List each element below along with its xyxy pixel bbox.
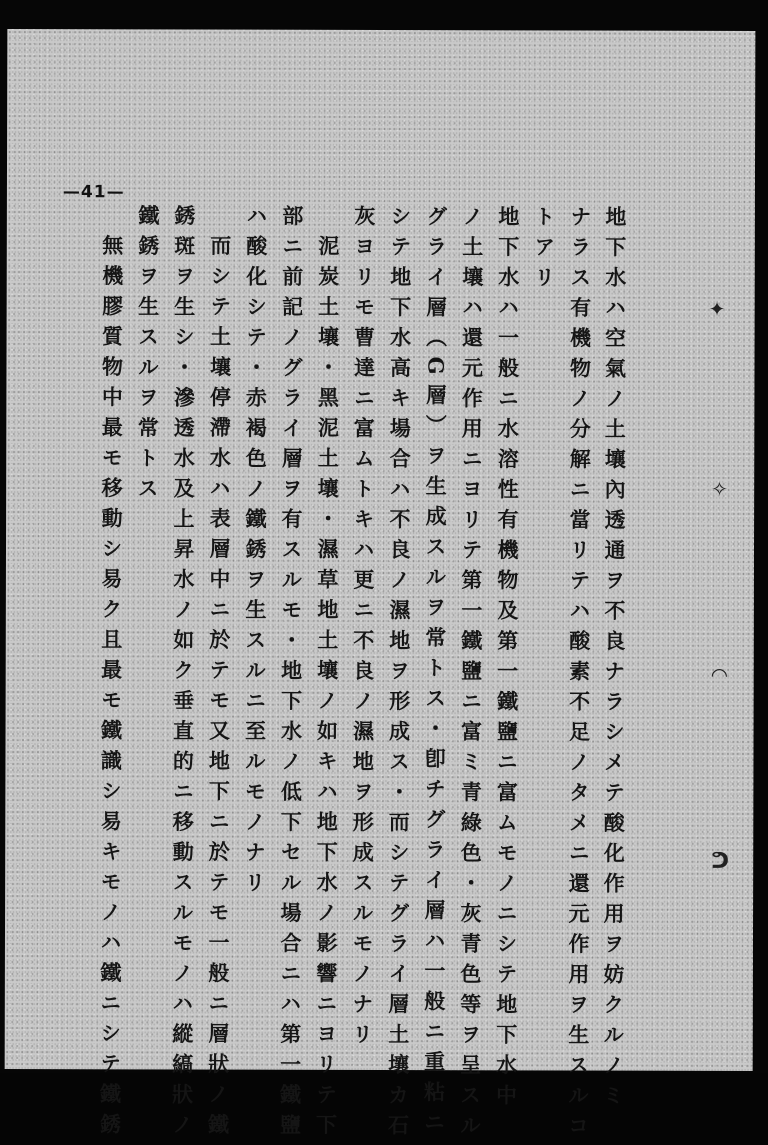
text-column-4: 地下水ハ一般ニ水溶性有機物及第一鐵鹽ニ富ムモノニシテ地下水中 [493,205,521,1115]
text-column-15: 無機膠質物中最モ移動シ易ク且最モ鐵識シ易キモノハ鐵ニシテ鐵銹 [97,234,125,1144]
text-column-6: グライ層（G層）ヲ生成スルヲ常トス・卽チグライ層ハ一般ニ重粘ニ [421,205,449,1142]
binding-hole-mark: ᕤ [711,848,730,874]
text-column-10: 部ニ前記ノグライ層ヲ有スルモ・地下水ノ低下セル場合ニハ第一鐵鹽 [277,204,305,1145]
text-column-9: 泥炭土壤・黑泥土壤・濕草地土壤ノ如キハ地下水ノ影響ニヨリテ下 [313,234,341,1144]
text-column-12: 而シテ土壤停滯水ハ表層中ニ於テモ又地下ニ於テモ一般ニ層狀ノ鐵 [205,234,233,1144]
text-column-14: 鐵銹ヲ生スルヲ常トス [135,204,161,508]
text-column-3: トアリ [531,205,557,297]
binding-hole-mark: ✧ [711,476,728,501]
paper-sheet [5,29,756,1145]
text-column-5: ノ土壤ハ還元作用ニヨリテ第一鐵鹽ニ富ミ青綠色・灰青色等ヲ呈スル [457,205,485,1145]
text-column-11: ハ酸化シテ・赤褐色ノ鐵銹ヲ生スルニ至ルモノナリ [242,204,269,902]
text-column-2: ナラス有機物ノ分解ニ當リテハ酸素不足ノタメニ還元作用ヲ生スルコ [565,205,593,1145]
text-column-8: 灰ヨリモ曹達ニ富ムトキハ更ニ不良ノ濕地ヲ形成スルモノナリ [349,204,377,1054]
text-column-7: シテ地下水高キ場合ハ不良ノ濕地ヲ形成ス・而シテグライ層土壤カ石 [385,205,413,1145]
binding-hole-mark: ✦ [708,296,726,321]
page-number: —41— [62,182,125,203]
text-column-13: 銹斑ヲ生シ・滲透水及上昇水ノ如ク垂直的ニ移動スルモノハ縱縞狀ノ [169,204,197,1144]
binding-hole-mark: ◠ [711,662,728,687]
text-column-1: 地下水ハ空氣ノ土壤內透通ヲ不良ナラシメテ酸化作用ヲ妨クルノミ [600,205,628,1115]
